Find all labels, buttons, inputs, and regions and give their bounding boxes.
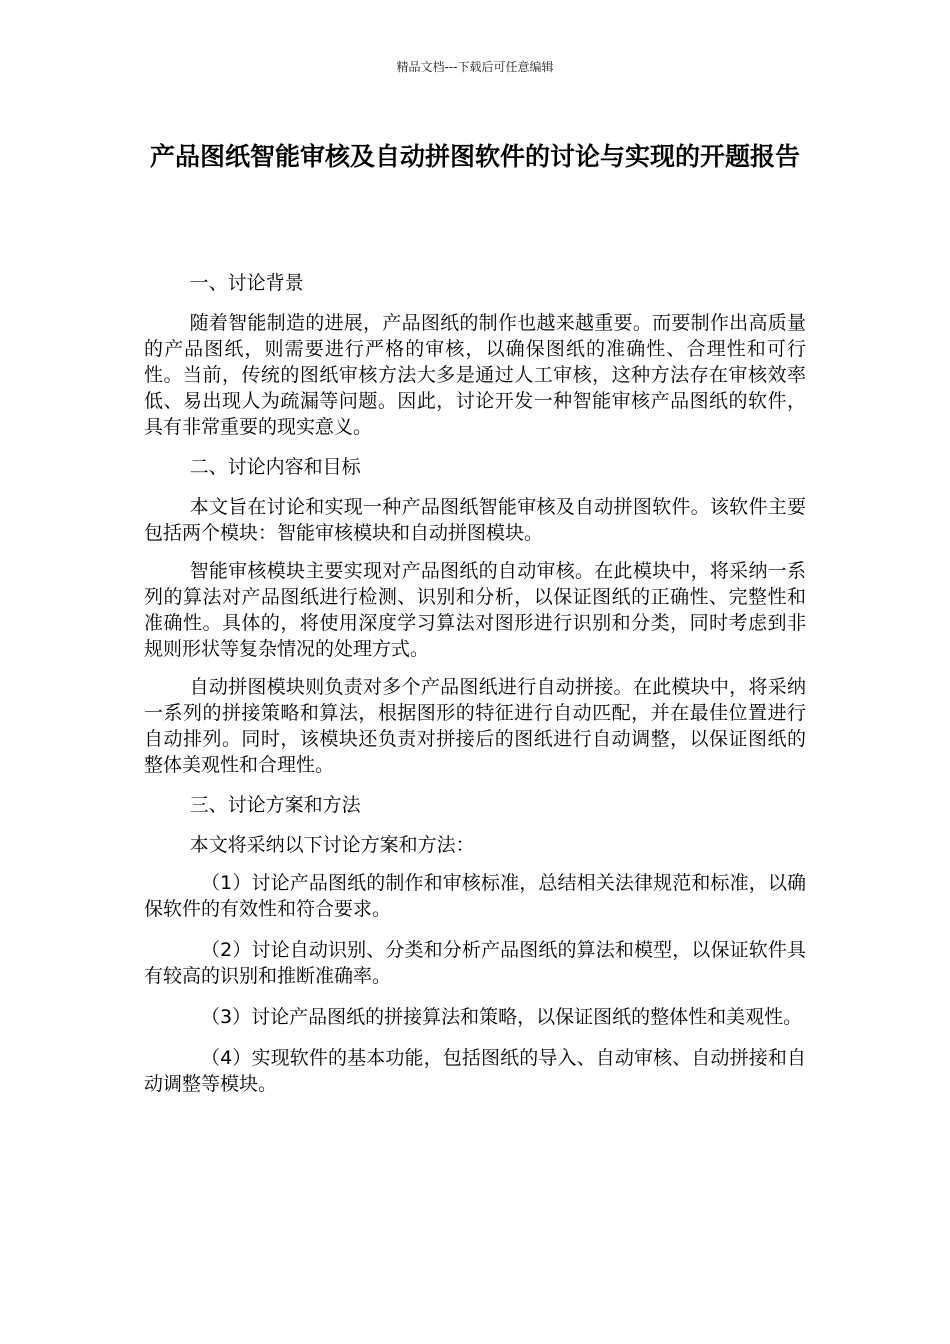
document-title: 产品图纸智能审核及自动拼图软件的讨论与实现的开题报告 — [149, 142, 800, 171]
method-list-item: （3）讨论产品图纸的拼接算法和策略，以保证图纸的整体性和美观性。 — [201, 1006, 803, 1028]
method-list-item: （1）讨论产品图纸的制作和审核标准，总结相关法律规范和标准，以确保软件的有效性和符合要求。 — [144, 872, 806, 920]
method-intro: 本文将采纳以下讨论方案和方法： — [189, 834, 475, 856]
header-note: 精品文档---下载后可任意编辑 — [396, 60, 554, 74]
method-list-item: （2）讨论自动识别、分类和分析产品图纸的算法和模型，以保证软件具有较高的识别和推断准确率。 — [144, 939, 806, 987]
method-list-item: （4）实现软件的基本功能，包括图纸的导入、自动审核、自动拼接和自动调整等模块。 — [144, 1047, 806, 1095]
section-heading-background: 一、讨论背景 — [189, 272, 304, 294]
background-paragraph: 随着智能制造的进展，产品图纸的制作也越来越重要。而要制作出高质量的产品图纸，则需要进行严格的审核，以确保图纸的准确性、合理性和可行性。当前，传统的图纸审核方法大多是通过人工审核，这种方法存在审核效率低、易出现人为疏漏等问题。因此，讨论开发一种智能审核产品图纸的软件，具有非常重要的现实意义。 — [144, 312, 806, 438]
section-heading-content: 二、讨论内容和目标 — [189, 456, 361, 478]
document-body — [144, 268, 806, 1112]
stitch-module-paragraph: 自动拼图模块则负责对多个产品图纸进行自动拼接。在此模块中，将采纳一系列的拼接策略和算法，根据图形的特征进行自动匹配，并在最佳位置进行自动排列。同时，该模块还负责对拼接后的图纸进行自动调整，以保证图纸的整体美观性和合理性。 — [144, 676, 806, 776]
section-heading-method: 三、讨论方案和方法 — [189, 794, 361, 816]
content-paragraph: 本文旨在讨论和实现一种产品图纸智能审核及自动拼图软件。该软件主要包括两个模块：智能审核模块和自动拼图模块。 — [144, 496, 806, 544]
review-module-paragraph: 智能审核模块主要实现对产品图纸的自动审核。在此模块中，将采纳一系列的算法对产品图纸进行检测、识别和分析，以保证图纸的正确性、完整性和准确性。具体的，将使用深度学习算法对图形进行识别和分类，同时考虑到非规则形状等复杂情况的处理方式。 — [144, 560, 806, 660]
